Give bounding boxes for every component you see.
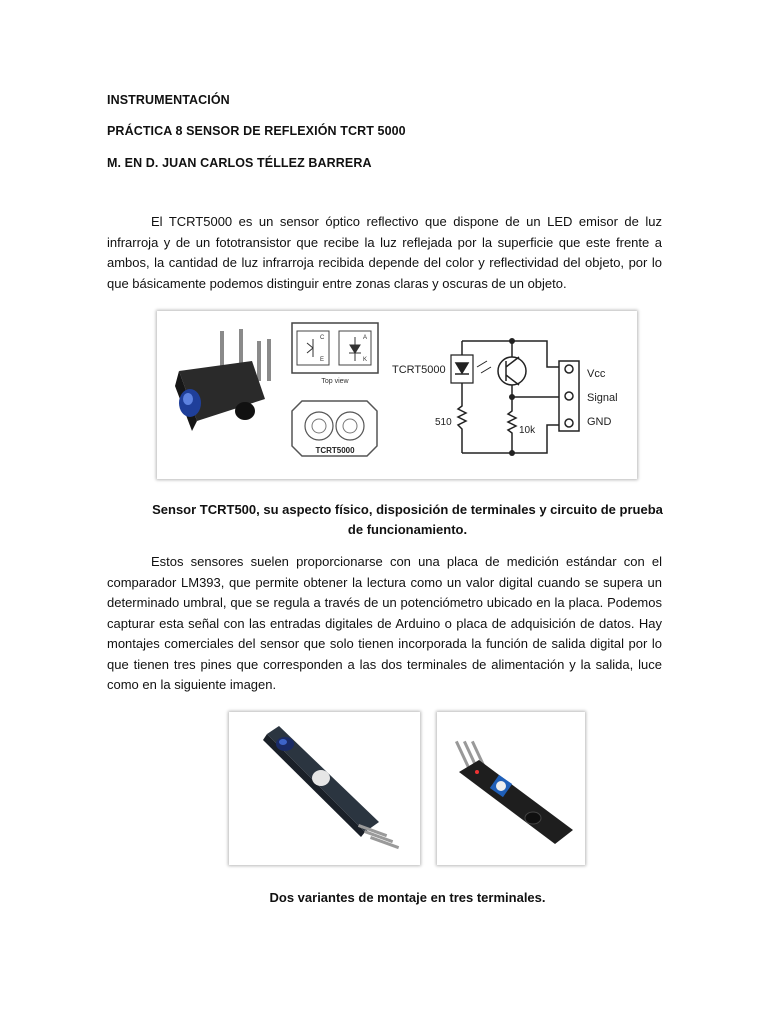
resistor-10k-label: 10k <box>519 425 536 436</box>
circuit-label: TCRT5000 <box>392 364 446 376</box>
sensor-figure-graphic <box>157 311 637 479</box>
vcc-label: Vcc <box>587 368 606 380</box>
sensor-photo <box>175 329 271 431</box>
pin-k-label: K <box>363 357 368 363</box>
figure1-caption: Sensor TCRT500, su aspecto físico, disposición de terminales y circuito de prueba de funcionamiento. <box>152 502 663 537</box>
signal-label: Signal <box>587 392 618 404</box>
pin-c-label: C <box>320 335 325 341</box>
module-paragraph: Estos sensores suelen proporcionarse con una placa de medición estándar con el comparador LM393, que permite obtener la lectura como un valor digital cuando se supera un determinado umbral, que se regula a través de un potenciómetro ubicado en la placa. Podemos capturar esta señal con las entradas digitales de Arduino o placa de adquisición de datos. Hay montajes comerciales del sensor que solo tienen incorporada la función de salida digital por lo que tienen tres pines que corresponden a las dos terminales de alimentación y la salida, luce como en la siguiente imagen. <box>107 554 662 692</box>
pin-a-label: A <box>363 335 368 341</box>
package-label: TCRT5000 <box>315 446 355 455</box>
module-photo-right <box>437 712 585 865</box>
pin-e-label: E <box>320 357 325 363</box>
practice-title: PRÁCTICA 8 SENSOR DE REFLEXIÓN TCRT 5000 <box>107 124 406 138</box>
resistor-510-label: 510 <box>435 417 452 428</box>
package-outline <box>292 401 377 456</box>
course-title: INSTRUMENTACIÓN <box>107 93 230 107</box>
gnd-label: GND <box>587 416 612 428</box>
figure2-caption: Dos variantes de montaje en tres terminales. <box>269 890 546 905</box>
module-right-graphic <box>437 712 585 865</box>
module-left-graphic <box>229 712 420 865</box>
pinout-top-view <box>292 323 378 385</box>
top-view-label: Top view <box>321 378 349 385</box>
author-name: M. EN D. JUAN CARLOS TÉLLEZ BARRERA <box>107 156 372 170</box>
sensor-figure <box>157 311 637 479</box>
module-photo-left <box>229 712 420 865</box>
intro-paragraph: El TCRT5000 es un sensor óptico reflectivo que dispone de un LED emisor de luz infrarroja y de un fototransistor que recibe la luz reflejada por la superficie que este frente a ambos, la cantidad de luz infrarroja recibida depende del color y reflectividad del objeto, por lo que básicamente podemos distinguir entre zonas claras y oscuras de un objeto. <box>107 214 662 291</box>
